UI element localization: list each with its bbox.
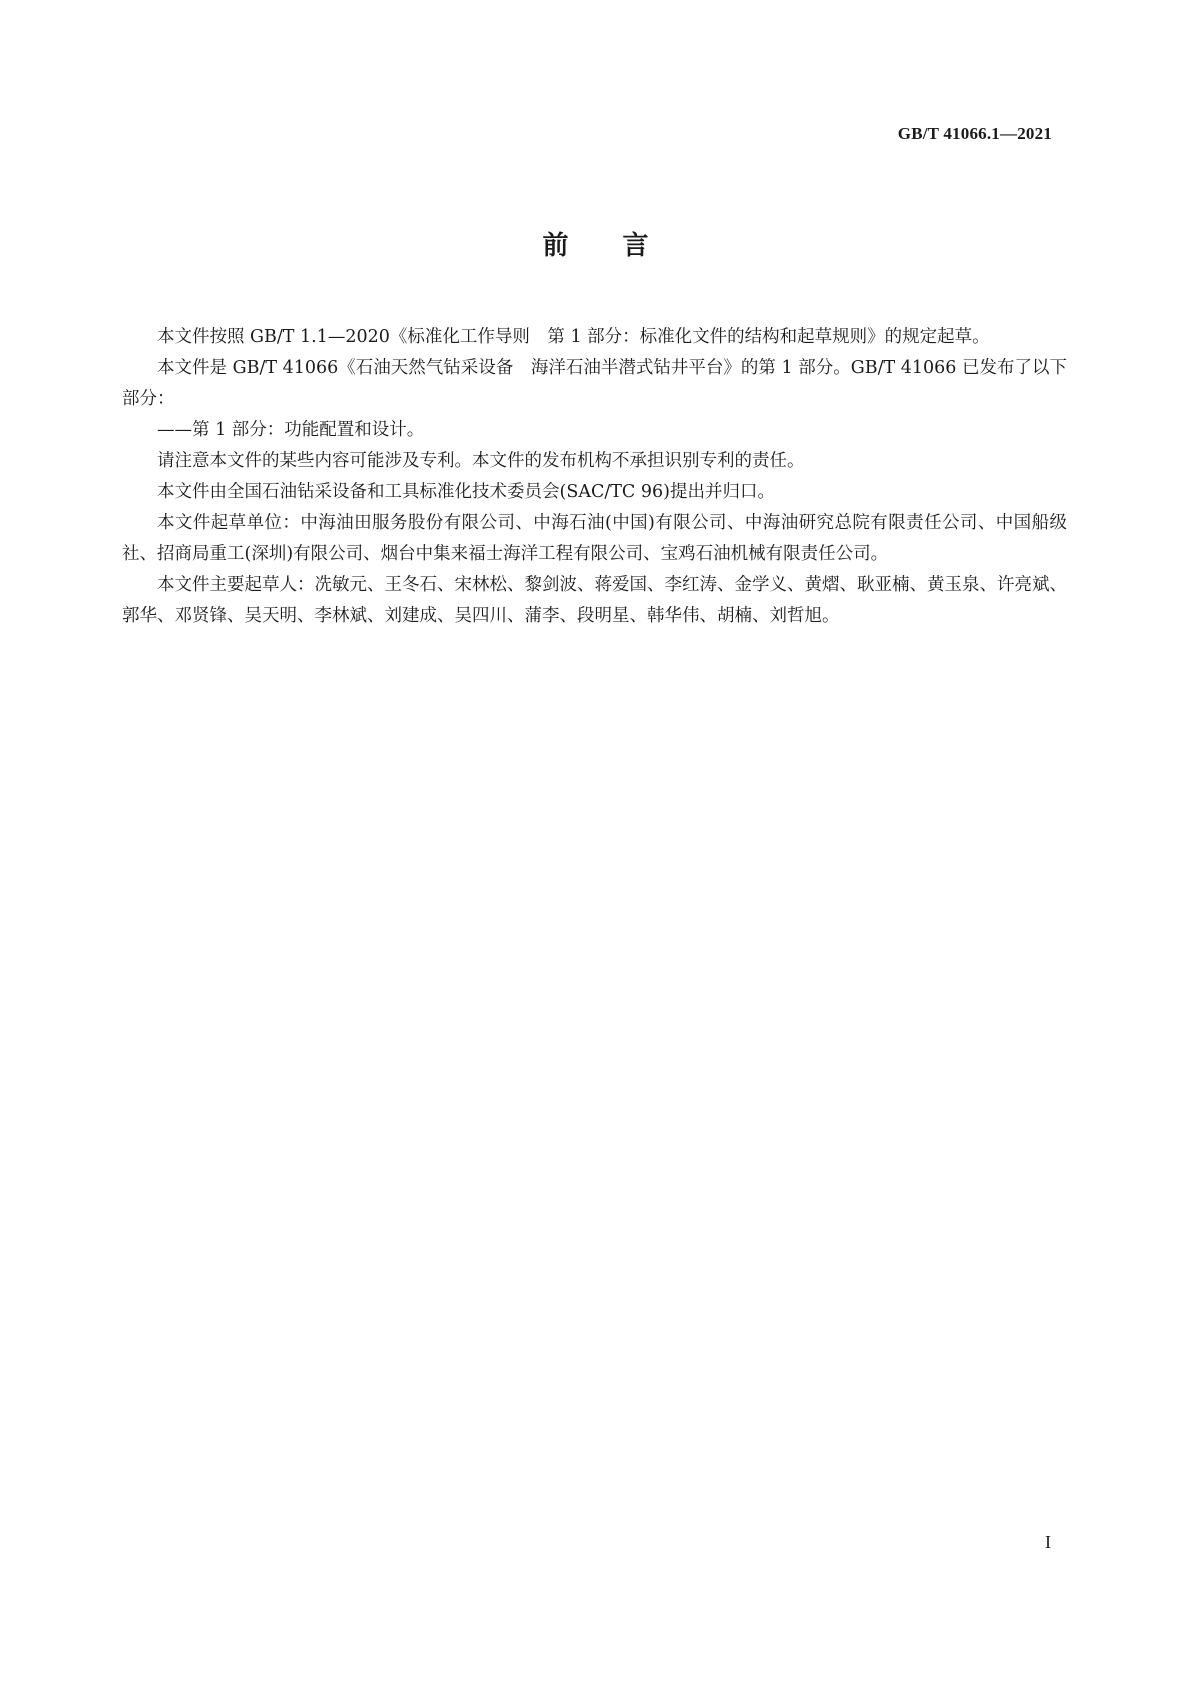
foreword-body (122, 322, 1067, 632)
paragraph-drafters: 本文件主要起草人：冼敏元、王冬石、宋林松、黎剑波、蒋爱国、李红涛、金学义、黄熠、耿亚楠、黄玉泉、许亮斌、郭华、邓贤锋、吴天明、李林斌、刘建成、吴四川、蒲李、段明星、韩华伟、胡楠、刘哲旭。 (122, 575, 1067, 626)
paragraph-drafting-rules: 本文件按照 GB/T 1.1—2020《标准化工作导则 第 1 部分：标准化文件的结构和起草规则》的规定起草。 (157, 327, 990, 347)
paragraph-drafting-organizations: 本文件起草单位：中海油田服务股份有限公司、中海石油(中国)有限公司、中海油研究总院有限责任公司、中国船级社、招商局重工(深圳)有限公司、烟台中集来福士海洋工程有限公司、宝鸡石油机械有限责任公司。 (122, 513, 1067, 564)
paragraph-part-1-item: ——第 1 部分：功能配置和设计。 (157, 420, 425, 440)
paragraph-part-structure: 本文件是 GB/T 41066《石油天然气钻采设备 海洋石油半潜式钻井平台》的第 1 部分。GB/T 41066 已发布了以下部分： (122, 358, 1067, 409)
standard-number: GB/T 41066.1—2021 (897, 124, 1052, 143)
paragraph-proposer: 本文件由全国石油钻采设备和工具标准化技术委员会(SAC/TC 96)提出并归口。 (157, 482, 775, 502)
paragraph-patent-notice: 请注意本文件的某些内容可能涉及专利。本文件的发布机构不承担识别专利的责任。 (157, 451, 805, 471)
page-title: 前言 (542, 231, 703, 261)
page-number: I (1045, 1532, 1051, 1552)
